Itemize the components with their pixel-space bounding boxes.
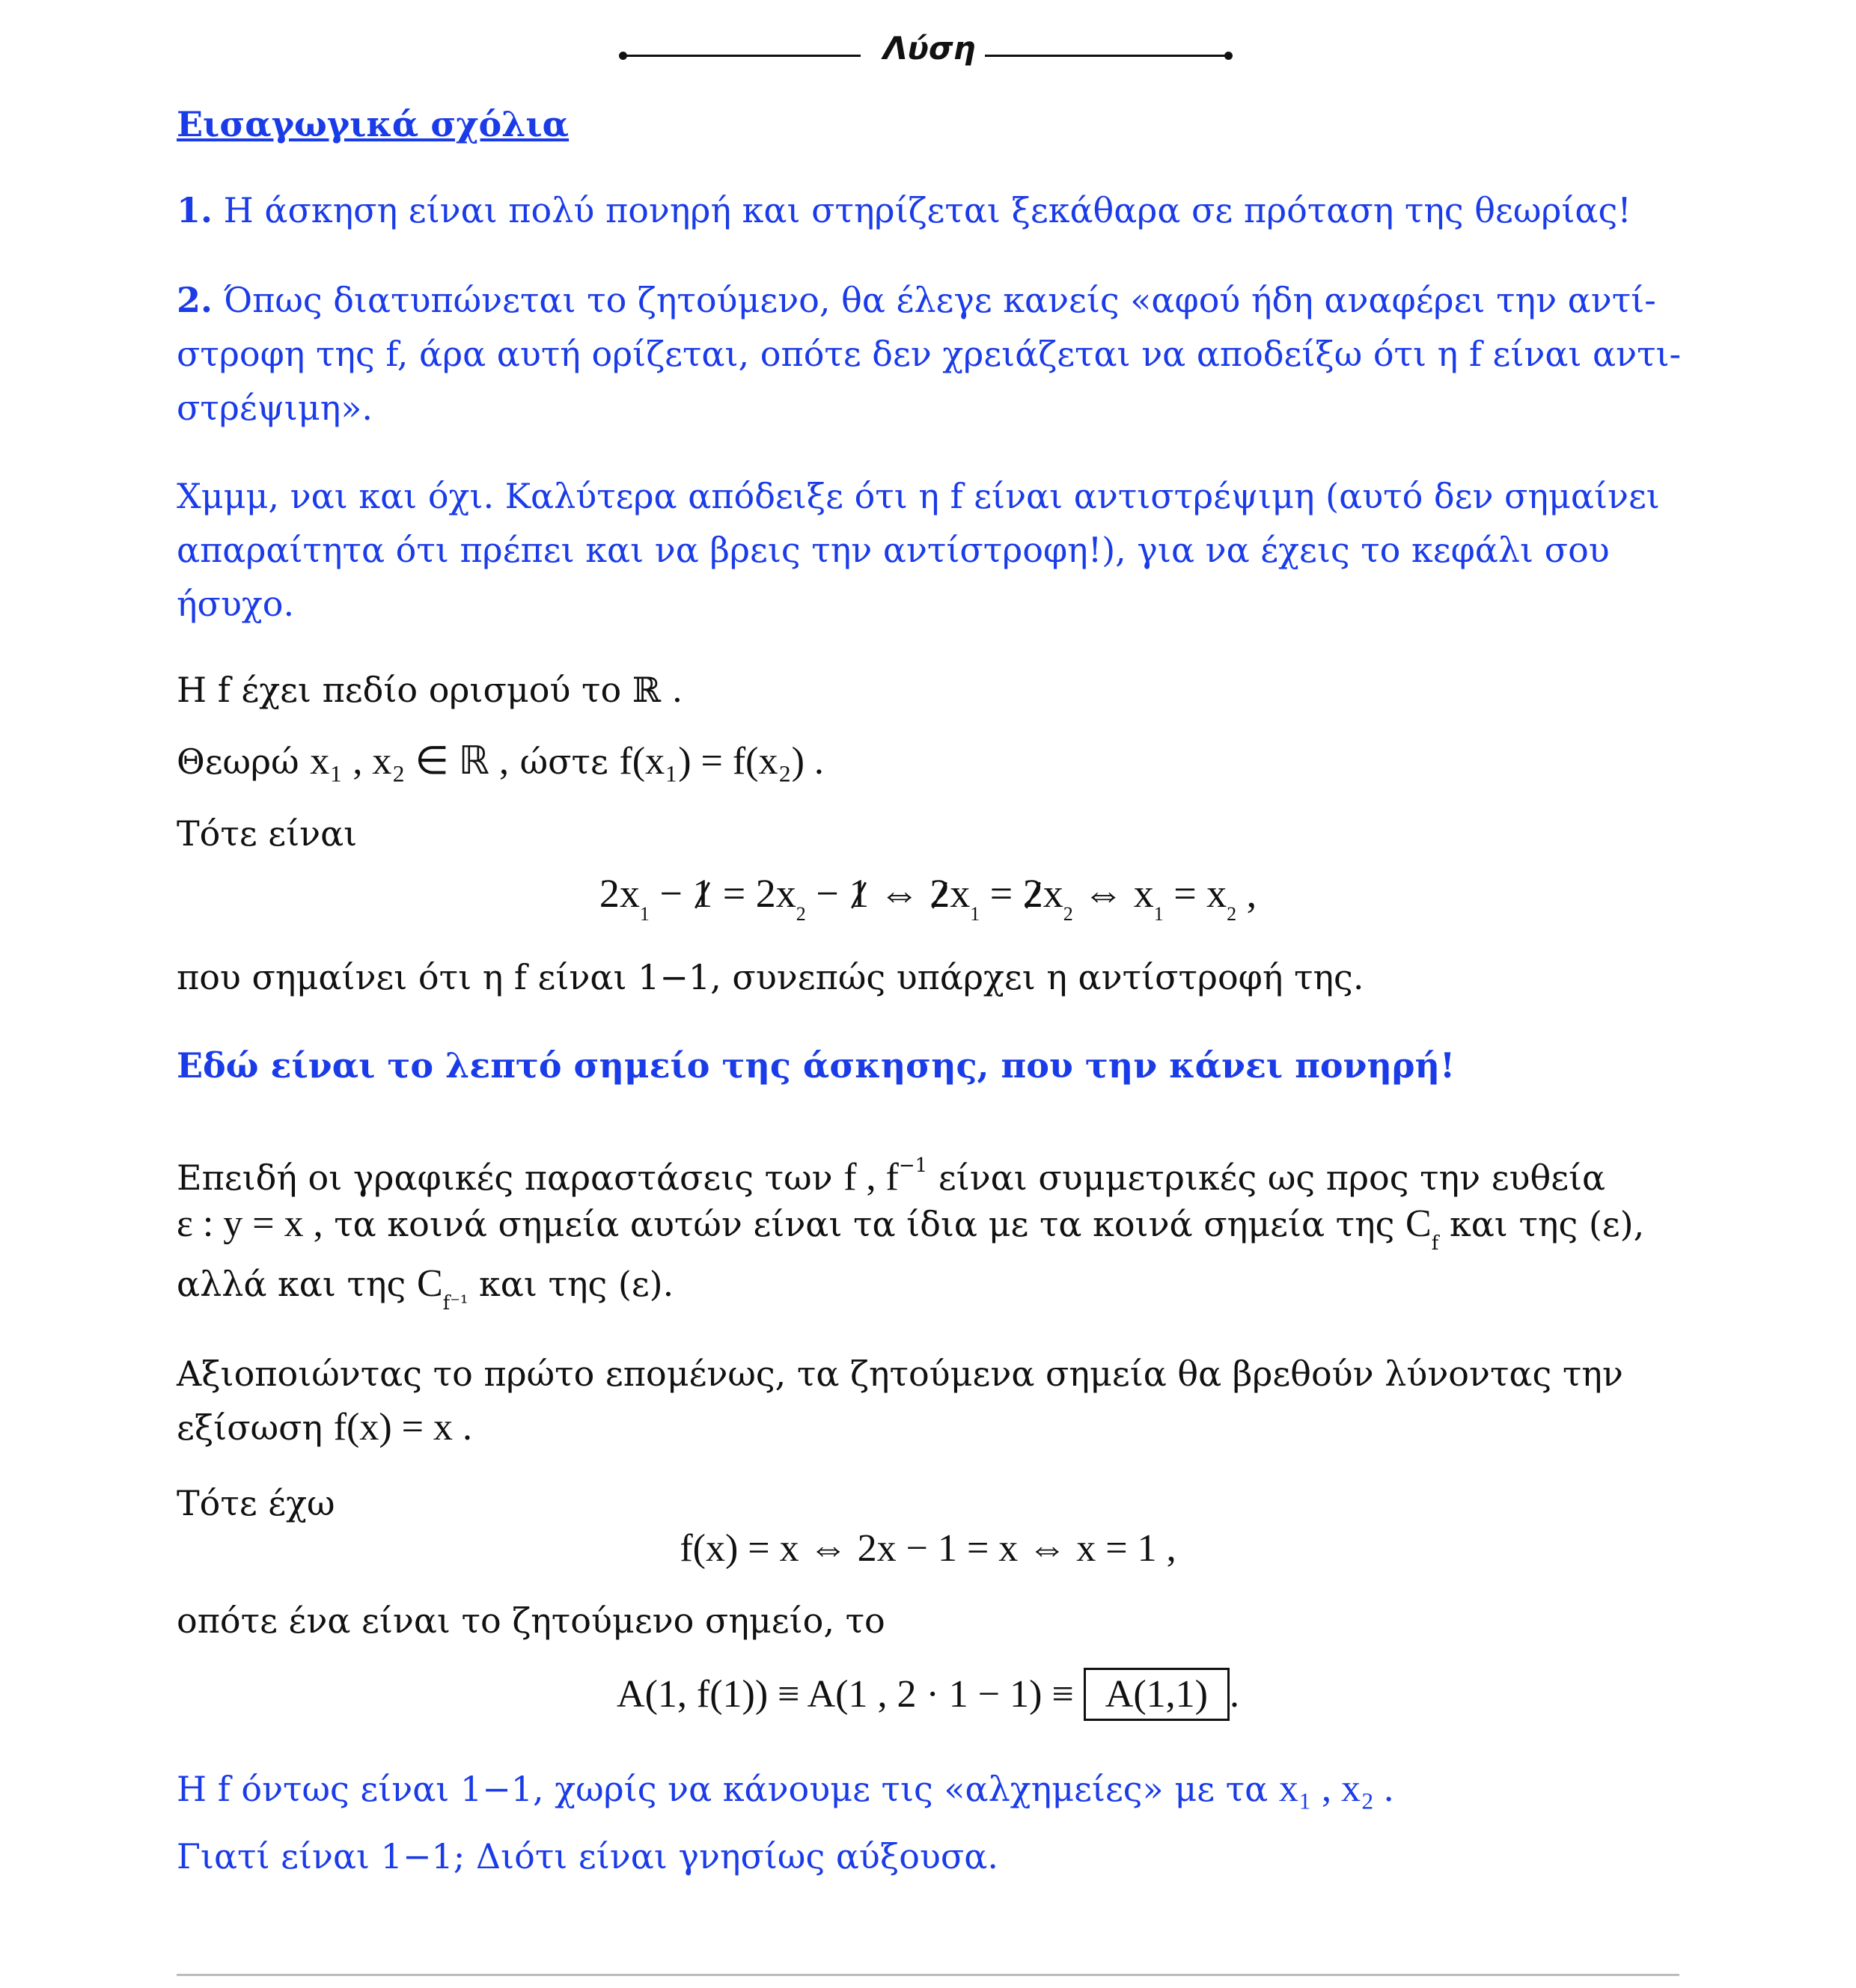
symmetry-line-1 bbox=[177, 1139, 1605, 1205]
remark-text: Η f όντως είναι 1−1, χωρίς να κάνουμε τις «αλχημείες» με τα bbox=[177, 1769, 1269, 1809]
eq-term: = 2x bbox=[712, 871, 796, 916]
using-line-2 bbox=[177, 1401, 472, 1455]
consider-such-that: ώστε bbox=[519, 741, 608, 782]
header-right-rule bbox=[985, 55, 1226, 57]
eq-term: x bbox=[950, 871, 971, 916]
consider-word: Θεωρώ bbox=[177, 741, 299, 782]
sym-text: τα κοινά σημεία αυτών είναι τα ίδια με τα κοινά σημεία της bbox=[334, 1204, 1395, 1244]
eq-term: − bbox=[649, 871, 693, 916]
then-have-line: Τότε έχω bbox=[177, 1483, 335, 1523]
intro-item-2-line-2: στροφη της f, άρα αυτή ορίζεται, οπότε δεν χρειάζεται να αποδείξω ότι η f είναι αντι- bbox=[177, 334, 1682, 374]
intro-note-line-1: Χμμμ, ναι και όχι. Καλύτερα απόδειξε ότι η f είναι αντιστρέψιμη (αυτό δεν σημαίνει bbox=[177, 476, 1660, 516]
intro-note-line-2: απαραίτητα ότι πρέπει και να βρεις την αντίστροφη!), για να έχεις το κεφάλι σου bbox=[177, 530, 1610, 570]
sym-text: και της (ε), bbox=[1449, 1204, 1645, 1244]
item-number: 1. bbox=[177, 190, 213, 230]
injective-conclusion: που σημαίνει ότι η f είναι 1−1, συνεπώς υπάρχει η αντίστροφή της. bbox=[177, 957, 1364, 997]
using-line-1: Αξιοποιώντας το πρώτο επομένως, τα ζητούμενα σημεία θα βρεθούν λύνοντας την bbox=[177, 1354, 1623, 1394]
eq-term: − bbox=[805, 871, 849, 916]
period: . bbox=[1229, 1673, 1239, 1716]
cancelled-term: 2 bbox=[1023, 866, 1043, 920]
eq-term: , bbox=[1236, 871, 1257, 916]
intro-note-line-3: ήσυχο. bbox=[177, 584, 295, 624]
fixed-point-equation: f(x) = x . bbox=[333, 1406, 472, 1449]
cancelled-term: 1 bbox=[849, 866, 869, 920]
sym-functions: f , f bbox=[843, 1156, 899, 1199]
symmetry-line-3 bbox=[177, 1257, 674, 1330]
cancelled-term: 1 bbox=[692, 866, 712, 920]
eq-term: 2x bbox=[599, 871, 640, 916]
item-text: Η άσκηση είναι πολύ πονηρή και στηρίζεται ξεκάθαρα σε πρόταση της θεωρίας! bbox=[223, 190, 1631, 230]
sym-text: αλλά και της bbox=[177, 1264, 406, 1304]
eq-term: = bbox=[980, 871, 1023, 916]
cancelled-term: 2 bbox=[929, 866, 950, 920]
inverse-exponent: −1 bbox=[898, 1154, 928, 1177]
header-left-rule bbox=[623, 55, 861, 57]
solution-header-title: Λύση bbox=[883, 30, 976, 67]
graph-subscript: f bbox=[1431, 1232, 1439, 1255]
sym-text: Επειδή οι γραφικές παραστάσεις των bbox=[177, 1157, 833, 1198]
remark-line-2: Γιατί είναι 1−1; Διότι είναι γνησίως αύξουσα. bbox=[177, 1836, 998, 1877]
eq-term: = x bbox=[1163, 871, 1227, 916]
eq-term: ⇔ x bbox=[1072, 871, 1154, 916]
intro-item-2-line-1 bbox=[177, 273, 1656, 327]
graph-symbol: C bbox=[1405, 1202, 1432, 1245]
remark-vars: x₁ , x₂ . bbox=[1278, 1767, 1394, 1810]
equation-point bbox=[0, 1665, 1856, 1725]
header-right-dot bbox=[1224, 52, 1233, 60]
domain-statement: Η f έχει πεδίο ορισμού το ℝ . bbox=[177, 670, 683, 710]
equation-injective: $2x_1 - 1 = 2x_2 - 1$ ⇔ $2x_1 = 2x_2$ ⇔ $x_1 = x_2$ , bbox=[0, 866, 1856, 941]
footer-divider bbox=[177, 1974, 1679, 1976]
using-text: εξίσωση bbox=[177, 1407, 323, 1448]
item-text: Όπως διατυπώνεται το ζητούμενο, θα έλεγε κανείς «αφού ήδη αναφέρει την αντί- bbox=[223, 280, 1656, 320]
remark-line-1 bbox=[177, 1762, 1393, 1816]
sym-text: είναι συμμετρικές ως προς την ευθεία bbox=[938, 1157, 1606, 1198]
consider-vars: x₁ , x₂ ∈ ℝ , bbox=[310, 740, 509, 783]
eq-term: x bbox=[1043, 871, 1063, 916]
point-derivation: A(1, f(1)) ≡ A(1 , 2 · 1 − 1) ≡ bbox=[617, 1673, 1074, 1716]
eq-term: ⇔ bbox=[869, 871, 930, 916]
consider-line bbox=[177, 735, 824, 789]
then-line: Τότε είναι bbox=[177, 813, 358, 854]
item-number: 2. bbox=[177, 280, 213, 320]
sym-text: και της (ε). bbox=[479, 1264, 674, 1304]
highlight-note: Εδώ είναι το λεπτό σημείο της άσκησης, που την κάνει πονηρή! bbox=[177, 1045, 1456, 1086]
intro-item-1 bbox=[177, 183, 1631, 237]
intro-heading: Εισαγωγικά σχόλια bbox=[177, 104, 570, 144]
consider-equation: f(x₁) = f(x₂) . bbox=[619, 740, 824, 783]
graph-symbol: C bbox=[416, 1262, 443, 1305]
graph-subscript: f⁻¹ bbox=[442, 1292, 468, 1315]
equation-solve: f(x) = x ⇔ 2x − 1 = x ⇔ x = 1 , bbox=[680, 1527, 1176, 1570]
line-equation: ε : y = x , bbox=[177, 1202, 323, 1245]
boxed-answer: A(1,1) bbox=[1084, 1668, 1230, 1721]
so-line: οπότε ένα είναι το ζητούμενο σημείο, το bbox=[177, 1600, 885, 1641]
intro-item-2-line-3: στρέψιμη». bbox=[177, 388, 373, 428]
